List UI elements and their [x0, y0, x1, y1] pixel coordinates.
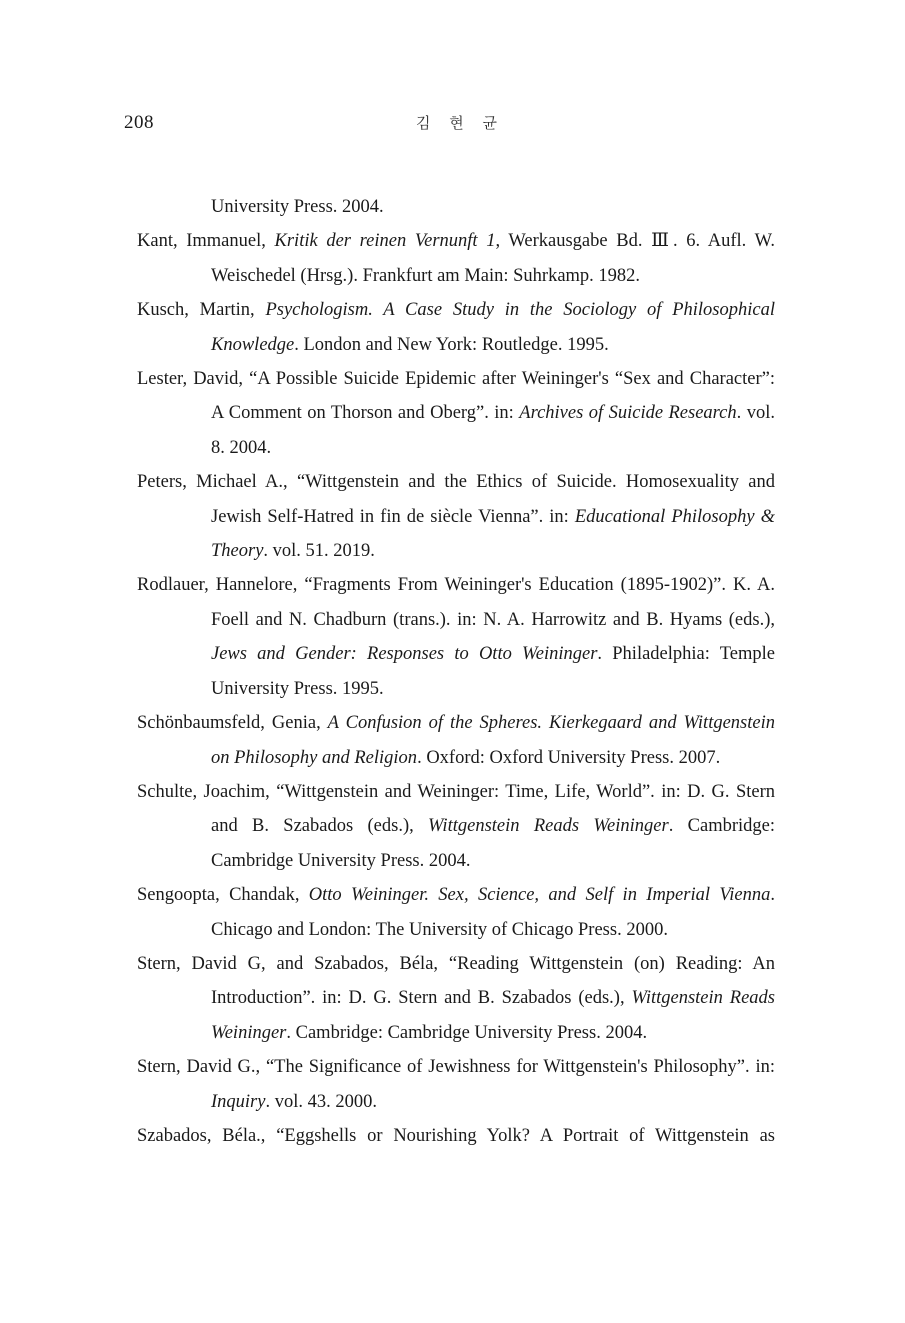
reference-entry: Kusch, Martin, Psychologism. A Case Study in the Sociology of Philosophical Knowledge. London and New York: Routledge. 1995.	[137, 300, 775, 355]
reference-list	[137, 190, 775, 1153]
reference-entry: University Press. 2004.	[211, 197, 384, 217]
reference-entry: Schönbaumsfeld, Genia, A Confusion of the Spheres. Kierkegaard and Wittgenstein on Philosophy and Religion. Oxford: Oxford University Press. 2007.	[137, 713, 775, 768]
reference-entry: Rodlauer, Hannelore, “Fragments From Weininger's Education (1895-1902)”. K. A. Foell and N. Chadburn (trans.). in: N. A. Harrowitz and B. Hyams (eds.), Jews and Gender: Responses to Otto Weininger. Philadelphia: Temple University Press. 1995.	[137, 575, 775, 699]
reference-entry: Stern, David G., “The Significance of Jewishness for Wittgenstein's Philosophy”. in: Inquiry. vol. 43. 2000.	[137, 1057, 775, 1112]
running-head: 김 현 균	[416, 114, 505, 132]
page-header	[124, 112, 774, 140]
reference-entry: Kant, Immanuel, Kritik der reinen Vernunft 1, Werkausgabe Bd. Ⅲ. 6. Aufl. W. Weischedel (Hrsg.). Frankfurt am Main: Suhrkamp. 1982.	[137, 231, 775, 286]
reference-entry: Lester, David, “A Possible Suicide Epidemic after Weininger's “Sex and Character”: A Comment on Thorson and Oberg”. in: Archives of Suicide Research. vol. 8. 2004.	[137, 369, 775, 458]
reference-entry: Schulte, Joachim, “Wittgenstein and Weininger: Time, Life, World”. in: D. G. Stern and B. Szabados (eds.), Wittgenstein Reads Weininger. Cambridge: Cambridge University Press. 2004.	[137, 781, 776, 871]
reference-entry: Stern, David G, and Szabados, Béla, “Reading Wittgenstein (on) Reading: An Introduction”. in: D. G. Stern and B. Szabados (eds.), Wittgenstein Reads Weininger. Cambridge: Cambridge University Press. 2004.	[137, 953, 775, 1043]
reference-entry: Peters, Michael A., “Wittgenstein and the Ethics of Suicide. Homosexuality and Jewish Self-Hatred in fin de siècle Vienna”. in: Educational Philosophy & Theory. vol. 51. 2019.	[137, 472, 776, 562]
reference-entry: Szabados, Béla., “Eggshells or Nourishing Yolk? A Portrait of Wittgenstein as	[137, 1125, 775, 1146]
page-number: 208	[124, 112, 154, 133]
reference-entry: Sengoopta, Chandak, Otto Weininger. Sex, Science, and Self in Imperial Vienna. Chicago and London: The University of Chicago Press. 2000.	[137, 885, 775, 940]
